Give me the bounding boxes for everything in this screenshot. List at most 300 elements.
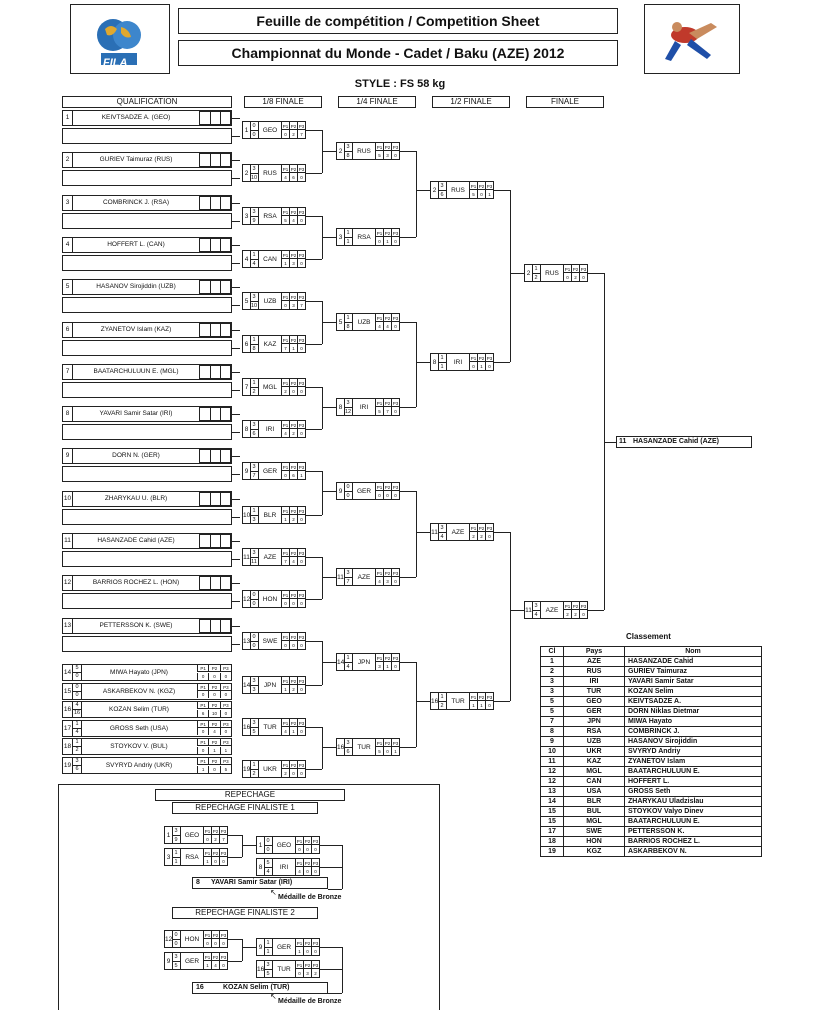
pp-label: P2 <box>290 465 297 470</box>
pp-label: P3 <box>486 526 493 531</box>
qual-name: HOFFERT L. (CAN) <box>107 240 165 248</box>
pp-labels <box>469 524 493 532</box>
r16-match <box>242 676 306 694</box>
nation: MGL <box>262 384 278 391</box>
pp-cell: P2 <box>208 758 219 765</box>
winner-box <box>616 436 752 448</box>
pp-cell: P2 <box>208 684 219 691</box>
score-bottom: 4 <box>264 867 273 876</box>
title-1: Feuille de compétition / Competition Sheet <box>178 8 618 34</box>
connector <box>306 515 322 516</box>
classement-row <box>541 777 762 787</box>
pp-cell: P3 <box>220 665 231 672</box>
score-bottom: 6 <box>438 190 447 199</box>
qual-slot <box>62 448 232 464</box>
pp-label: P1 <box>282 338 289 343</box>
pp-row <box>197 766 231 773</box>
connector <box>400 747 416 748</box>
pp-label: P2 <box>290 635 297 640</box>
winner-no: 8 <box>257 859 265 875</box>
qual-slot <box>62 237 232 253</box>
pp-value: 4 <box>375 322 383 330</box>
pp-value: 3 <box>303 969 311 977</box>
nation: RUS <box>545 270 559 277</box>
pp-label: P2 <box>384 485 391 490</box>
score-top: 0 <box>172 931 181 939</box>
pp-label: P1 <box>564 604 571 609</box>
rank-cell: 19 <box>541 847 564 857</box>
connector <box>232 517 240 518</box>
pp-value: 6 <box>289 471 297 479</box>
pp-label: P3 <box>392 145 399 150</box>
pp-value: 0 <box>289 387 297 395</box>
connector <box>322 151 336 152</box>
pp-value: 0 <box>297 727 305 735</box>
pp-labels <box>563 265 587 273</box>
rep1-match <box>256 858 320 876</box>
pp-cell: P2 <box>208 665 219 672</box>
grid-cell <box>221 407 231 421</box>
qual-slot <box>62 110 232 126</box>
winner-no: 16 <box>243 719 251 735</box>
score-top: 3 <box>344 569 353 577</box>
qual-slot <box>62 364 232 380</box>
qual-grid <box>199 280 231 294</box>
pp-label: P3 <box>312 963 319 968</box>
connector <box>510 532 511 701</box>
score-bottom: 5 <box>250 727 259 736</box>
connector <box>232 626 240 627</box>
repechage-title: REPECHAGE <box>155 789 345 801</box>
pp-value: 7 <box>297 301 305 309</box>
winner-no: 16 <box>257 961 265 977</box>
pp-value: 7 <box>383 407 391 415</box>
pp-label: P1 <box>376 656 383 661</box>
pp-cell: P3 <box>220 758 231 765</box>
pp-cell: P3 <box>220 739 231 746</box>
qual-grid <box>199 323 231 337</box>
classement-row <box>541 727 762 737</box>
classement-row <box>541 677 762 687</box>
score-top: 1 <box>250 251 259 259</box>
score-bottom: 0 <box>264 845 273 854</box>
score-top: 3 <box>73 758 82 766</box>
pp-label: P1 <box>470 356 477 361</box>
pp-label: P1 <box>282 721 289 726</box>
name-cell: BAATARCHULUUN E. <box>625 767 762 777</box>
connector <box>232 178 240 179</box>
rank-cell: 18 <box>541 837 564 847</box>
connector <box>228 857 242 858</box>
rank-cell: 2 <box>541 667 564 677</box>
pp-value: 0 <box>297 515 305 523</box>
nation: AZE <box>545 607 559 614</box>
grid-cell <box>199 619 211 633</box>
connector <box>322 662 336 663</box>
score-bottom: 4 <box>344 662 353 671</box>
qual-bout <box>62 720 232 737</box>
winner-no: 12 <box>243 591 251 607</box>
pp-values <box>203 939 227 947</box>
pp-row <box>197 691 231 698</box>
winner-no: 3 <box>165 849 173 865</box>
pp-cell: 1 <box>220 747 231 754</box>
grid-cell <box>221 449 231 463</box>
connector <box>320 845 342 846</box>
score-top: 1 <box>344 654 353 662</box>
score-top: 1 <box>73 721 82 729</box>
pp-values <box>203 961 227 969</box>
pp-values <box>375 491 399 499</box>
pp-value: 2 <box>289 130 297 138</box>
winner-no: 2 <box>431 182 439 198</box>
pp-value: 2 <box>281 387 289 395</box>
qual-no: 4 <box>63 238 73 252</box>
grid-cell <box>199 407 211 421</box>
rank-cell: 5 <box>541 707 564 717</box>
country-cell: USA <box>564 787 625 797</box>
pp-cell: 4 <box>208 728 219 735</box>
score-bottom: 2 <box>250 769 259 778</box>
pp-block <box>197 702 231 717</box>
connector <box>416 322 417 407</box>
pp-cell: P2 <box>208 721 219 728</box>
pp-value: 7 <box>281 344 289 352</box>
pp-label: P2 <box>384 401 391 406</box>
pp-values <box>281 515 305 523</box>
connector <box>322 322 336 323</box>
grid-cell <box>199 323 211 337</box>
rep-f2-no: 16 <box>196 984 204 991</box>
score-bottom: 0 <box>250 641 259 650</box>
grid-cell <box>221 619 231 633</box>
rep2-match <box>164 952 228 970</box>
pp-values <box>295 845 319 853</box>
connector <box>416 701 430 702</box>
score-bottom: 7 <box>250 471 259 480</box>
qual-bout-name: GROSS Seth (USA) <box>109 724 169 732</box>
pp-value: 0 <box>303 867 311 875</box>
score-top: 5 <box>73 665 82 673</box>
bronze-2-label: Médaille de Bronze <box>278 998 342 1005</box>
pp-value: 1 <box>297 471 305 479</box>
nation: UZB <box>263 298 277 305</box>
qual-slot <box>62 279 232 295</box>
pp-value: 3 <box>383 577 391 585</box>
pp-label: P1 <box>204 933 211 938</box>
sf-match <box>430 523 494 541</box>
pp-labels <box>295 859 319 867</box>
winner-no: 8 <box>243 421 251 437</box>
score-bottom: 0 <box>172 939 181 948</box>
pp-value: 0 <box>391 151 399 159</box>
pp-row <box>197 665 231 672</box>
score-top: 3 <box>250 463 259 471</box>
qual-name: KEIVTSADZE A. (GEO) <box>101 114 171 121</box>
pp-label: P3 <box>312 861 319 866</box>
pp-label: P2 <box>290 124 297 129</box>
country-cell: RSA <box>564 727 625 737</box>
pp-cell: 1 <box>208 747 219 754</box>
classement-row <box>541 807 762 817</box>
pp-label: P2 <box>290 679 297 684</box>
pp-labels <box>281 251 305 259</box>
pp-label: P2 <box>212 933 219 938</box>
r16-match <box>242 164 306 182</box>
bronze-1-arrow-icon: ↖ <box>270 888 277 897</box>
connector <box>232 499 240 500</box>
pp-cell: P2 <box>208 739 219 746</box>
qual-no: 13 <box>63 619 73 633</box>
nation: TUR <box>263 724 277 731</box>
nation: GER <box>262 468 278 475</box>
pp-labels <box>469 182 493 190</box>
pp-label: P3 <box>312 941 319 946</box>
pp-label: P2 <box>212 851 219 856</box>
name-cell: HOFFERT L. <box>625 777 762 787</box>
qual-slot-empty <box>62 255 232 271</box>
rank-cell: 12 <box>541 777 564 787</box>
connector <box>322 641 323 685</box>
rank-cell: 14 <box>541 797 564 807</box>
connector <box>306 387 322 388</box>
score-bottom: 12 <box>344 409 352 415</box>
nation: GEO <box>184 832 200 839</box>
pp-cell: 0 <box>220 728 231 735</box>
pp-labels <box>281 421 305 429</box>
country-cell: BLR <box>564 797 625 807</box>
pp-values <box>281 216 305 224</box>
rep-f1-no: 8 <box>196 879 200 886</box>
pp-label: P1 <box>282 679 289 684</box>
winner-no: 5 <box>337 314 345 330</box>
classement-row <box>541 747 762 757</box>
pp-cell: P1 <box>197 702 208 709</box>
nom-header: Nom <box>625 647 762 657</box>
pp-values <box>375 237 399 245</box>
pp-label: P2 <box>290 253 297 258</box>
pp-cell: P1 <box>197 721 208 728</box>
country-cell: RUS <box>564 667 625 677</box>
pp-value: 1 <box>295 947 303 955</box>
bronze-2-arrow-icon: ↖ <box>270 992 277 1001</box>
score-bottom: 9 <box>172 835 181 844</box>
connector <box>232 330 240 331</box>
pp-label: P1 <box>282 593 289 598</box>
pp-value: 1 <box>203 961 211 969</box>
pp-value: 0 <box>295 969 303 977</box>
pp-values <box>281 685 305 693</box>
pp-label: P2 <box>478 526 485 531</box>
winner-no: 4 <box>243 251 251 267</box>
connector <box>306 685 322 686</box>
sf-match <box>430 353 494 371</box>
connector <box>306 769 322 770</box>
score-top: 0 <box>344 483 353 491</box>
connector <box>306 344 322 345</box>
r16-match <box>242 207 306 225</box>
qf-match <box>336 142 400 160</box>
score-bottom: 6 <box>250 429 259 438</box>
name-cell: MIWA Hayato <box>625 717 762 727</box>
pp-row <box>197 702 231 709</box>
pp-values <box>375 151 399 159</box>
nation: RUS <box>357 148 371 155</box>
connector <box>306 641 322 642</box>
qual-slot-empty <box>62 170 232 186</box>
name-cell: GURIEV Taimuraz <box>625 667 762 677</box>
repechage-f2-title: REPECHAGE FINALISTE 2 <box>172 907 318 919</box>
pp-values <box>281 727 305 735</box>
pp-value: 2 <box>563 610 571 618</box>
pp-values <box>281 130 305 138</box>
connector <box>400 237 416 238</box>
grid-cell <box>199 449 211 463</box>
classement-row <box>541 837 762 847</box>
connector <box>232 203 240 204</box>
qf-match <box>336 738 400 756</box>
winner-no: 13 <box>243 633 251 649</box>
grid-cell <box>221 196 231 210</box>
connector <box>416 190 430 191</box>
connector <box>232 221 240 222</box>
score-top: 1 <box>344 229 353 237</box>
pp-label: P2 <box>384 316 391 321</box>
pp-labels <box>375 399 399 407</box>
qual-name: YAVARI Samir Satar (IRI) <box>99 410 173 418</box>
pp-value: 0 <box>297 641 305 649</box>
connector <box>232 601 240 602</box>
score-bottom: 1 <box>172 857 181 866</box>
repechage-f2-result <box>192 982 328 994</box>
pp-value: 4 <box>375 577 383 585</box>
pp-values <box>203 835 227 843</box>
pp-label: P1 <box>204 955 211 960</box>
pp-cell: 0 <box>220 673 231 680</box>
qual-bout <box>62 738 232 755</box>
rep-f2-name: KOZAN Selim (TUR) <box>223 984 290 991</box>
connector <box>416 151 417 237</box>
qual-no: 5 <box>63 280 73 294</box>
pp-label: P2 <box>290 763 297 768</box>
pp-value: 2 <box>469 532 477 540</box>
pp-labels <box>375 739 399 747</box>
pp-label: P2 <box>384 656 391 661</box>
pp-cell: P1 <box>197 739 208 746</box>
pp-value: 0 <box>391 237 399 245</box>
grid-cell <box>221 153 231 167</box>
score-top: 5 <box>264 859 273 867</box>
connector <box>306 216 322 217</box>
pp-label: P3 <box>392 656 399 661</box>
pp-label: P1 <box>296 839 303 844</box>
score-top: 3 <box>344 399 353 407</box>
qual-no: 9 <box>63 449 73 463</box>
qual-grid <box>199 534 231 548</box>
pp-value: 2 <box>289 515 297 523</box>
pp-label: P1 <box>376 571 383 576</box>
hdr-qualification: QUALIFICATION <box>62 96 232 108</box>
grid-cell <box>199 576 211 590</box>
qual-no: 6 <box>63 323 73 337</box>
pp-cell: 0 <box>208 673 219 680</box>
pp-value: 6 <box>289 173 297 181</box>
qf-match <box>336 482 400 500</box>
qual-no: 12 <box>63 576 73 590</box>
qual-bout-no: 17 <box>63 721 73 736</box>
qual-bout-no: 19 <box>63 758 73 773</box>
pp-value: 0 <box>297 387 305 395</box>
qual-slot <box>62 575 232 591</box>
pp-cell: P1 <box>197 665 208 672</box>
pp-label: P3 <box>392 485 399 490</box>
pp-labels <box>281 336 305 344</box>
qual-bout-no: 14 <box>63 665 73 680</box>
qual-grid <box>199 365 231 379</box>
score-bottom: 0 <box>250 130 259 139</box>
connector <box>416 662 417 747</box>
pp-label: P2 <box>290 593 297 598</box>
connector <box>306 173 322 174</box>
pp-label: P3 <box>298 551 305 556</box>
pp-cell: P1 <box>197 758 208 765</box>
qual-bout-name: STOYKOV V. (BUL) <box>110 743 168 751</box>
pp-value: 4 <box>211 961 219 969</box>
logo-text: FILA <box>103 57 128 69</box>
pp-value: 1 <box>485 190 493 198</box>
pp-cell: 0 <box>220 710 231 717</box>
qual-grid <box>199 449 231 463</box>
pp-value: 2 <box>211 835 219 843</box>
qf-match <box>336 568 400 586</box>
pp-label: P2 <box>304 963 311 968</box>
score-top: 3 <box>250 293 259 301</box>
country-cell: CAN <box>564 777 625 787</box>
connector <box>322 727 323 769</box>
rank-cell: 15 <box>541 807 564 817</box>
qual-slot-empty <box>62 340 232 356</box>
title-2: Championnat du Monde - Cadet / Baku (AZE) 2012 <box>178 40 618 66</box>
pp-labels <box>281 633 305 641</box>
pp-label: P1 <box>282 465 289 470</box>
connector <box>232 136 240 137</box>
winner-no: 1 <box>165 827 173 843</box>
pp-labels <box>281 463 305 471</box>
score-top: 3 <box>172 953 181 961</box>
pp-value: 0 <box>303 845 311 853</box>
qual-bout-name: ASKARBEKOV N. (KGZ) <box>102 687 176 695</box>
pp-value: 5 <box>469 190 477 198</box>
pp-labels <box>281 165 305 173</box>
pp-row <box>197 684 231 691</box>
connector <box>320 969 342 970</box>
rep2-match <box>256 938 320 956</box>
classement-row <box>541 687 762 697</box>
pp-label: P3 <box>298 465 305 470</box>
score-bottom: 8 <box>344 322 353 331</box>
connector <box>232 541 240 542</box>
final-match <box>524 601 588 619</box>
pp-cell: 0 <box>197 673 208 680</box>
pp-value: 0 <box>383 747 391 755</box>
winner-no: 19 <box>243 761 251 777</box>
nation: GER <box>276 944 292 951</box>
nation: AZE <box>451 529 465 536</box>
pp-label: P3 <box>580 604 587 609</box>
grid-cell <box>221 492 231 506</box>
pp-value: 0 <box>297 599 305 607</box>
country-cell: UKR <box>564 747 625 757</box>
